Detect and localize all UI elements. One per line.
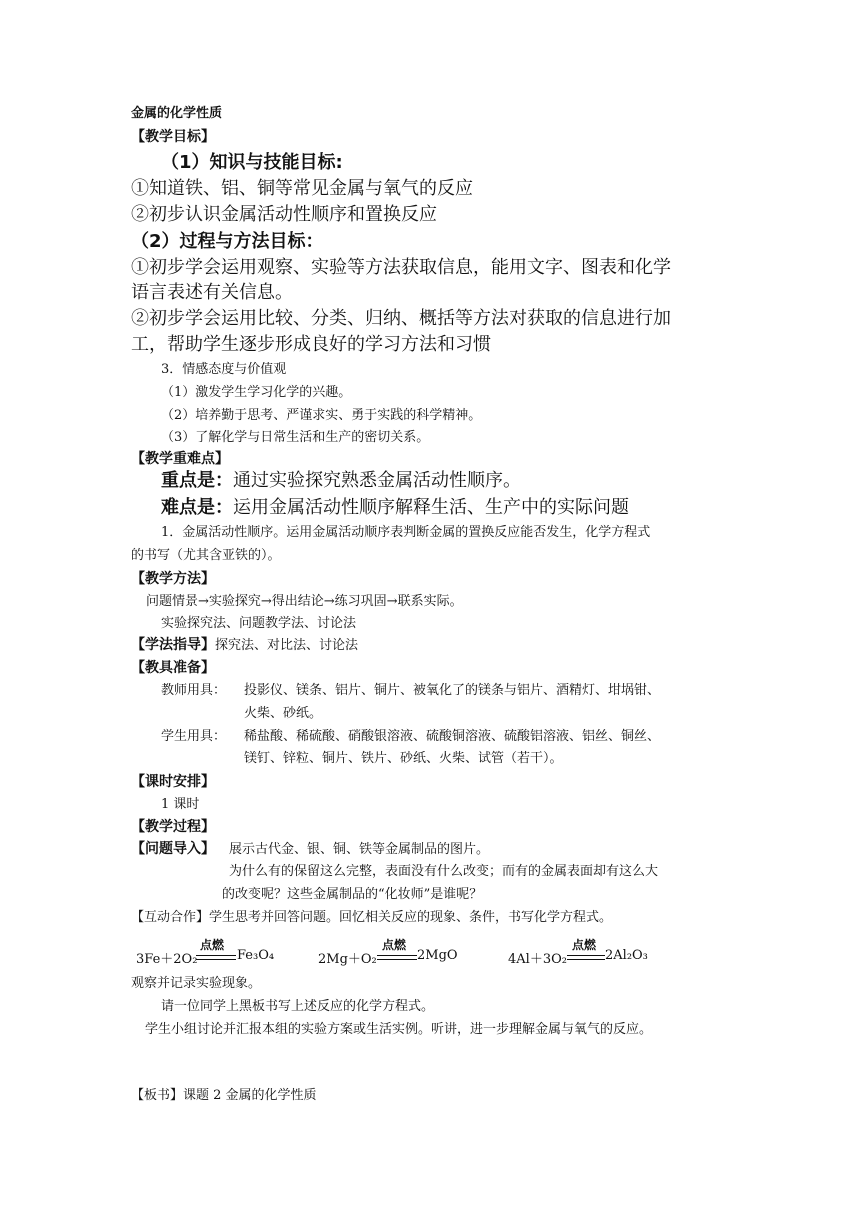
equals-sign <box>567 955 605 960</box>
equation-2 <box>318 936 488 966</box>
intro-text: 展示古代金、银、铜、铁等金属制品的图片。 <box>229 842 490 857</box>
heading-cooperation: 【互动合作】 <box>131 910 210 925</box>
method-item-2: 实验探究法、问题教学法、讨论法 <box>161 616 357 631</box>
difficult-point <box>161 499 629 517</box>
heading-goals: 【教学目标】 <box>131 129 215 145</box>
equation-reactants: 4Al＋3O₂ <box>508 952 567 967</box>
equation-product: 2MgO <box>417 948 458 963</box>
heading-key-points: 【教学重难点】 <box>131 451 229 467</box>
observe-text: 观察并记录实验现象。 <box>131 976 262 991</box>
heading-method: 【教学方法】 <box>131 571 215 587</box>
point-1b: 的书写（尤其含亚铁的）。 <box>131 548 281 563</box>
difficult-point-label: 难点是： <box>161 497 233 518</box>
equation-1 <box>136 936 306 966</box>
difficult-point-text: 运用金属活动性顺序解释生活、生产中的实际问题 <box>233 497 629 518</box>
equation-condition: 点燃 <box>200 938 225 952</box>
cooperation-text: 学生思考并回答问题。回忆相关反应的现象、条件，书写化学方程式。 <box>209 910 613 925</box>
equation-condition: 点燃 <box>382 938 407 952</box>
key-point <box>161 472 521 490</box>
equation-product: Fe₃O₄ <box>237 948 275 963</box>
teacher-tools-label: 教师用具： <box>161 683 227 698</box>
heading-tools: 【教具准备】 <box>131 660 215 676</box>
equation-reactants: 2Mg＋O₂ <box>318 952 377 967</box>
equation-reactants: 3Fe＋2O₂ <box>136 952 198 967</box>
process-item-1a: ①初步学会运用观察、实验等方法获取信息，能用文字、图表和化学 <box>131 257 671 278</box>
equation-condition: 点燃 <box>572 938 597 952</box>
heading-emotion: 3．情感态度与价值观 <box>161 362 287 377</box>
heading-knowledge: （1）知识与技能目标: <box>161 152 343 173</box>
student-tools-b: 镁钉、锌粒、铜片、铁片、砂纸、火柴、试管（若干）。 <box>244 751 563 766</box>
process-item-2a: ②初步学会运用比较、分类、归纳、概括等方法对获取的信息进行加 <box>131 308 671 329</box>
study-guide <box>131 638 358 652</box>
heading-schedule: 【课时安排】 <box>131 774 215 790</box>
schedule-text: 1 课时 <box>161 797 200 812</box>
study-text: 探究法、对比法、讨论法 <box>215 638 359 653</box>
intro-question-a: 为什么有的保留这么完整，表面没有什么改变；而有的金属表面却有这么大 <box>229 864 659 879</box>
board-note <box>131 1089 317 1102</box>
board-text: 课题 2 金属的化学性质 <box>183 1088 317 1103</box>
cooperation <box>131 910 612 924</box>
knowledge-item-2: ②初步认识金属活动性顺序和置换反应 <box>131 204 437 225</box>
equation-product: 2Al₂O₃ <box>605 948 648 963</box>
heading-intro: 【问题导入】 <box>131 841 215 857</box>
emotion-item-1: （1）激发学生学习化学的兴趣。 <box>161 385 352 400</box>
heading-process-goals: （2）过程与方法目标： <box>131 231 324 252</box>
emotion-item-3: （3）了解化学与日常生活和生产的密切关系。 <box>161 430 430 445</box>
key-point-text: 通过实验探究熟悉金属活动性顺序。 <box>233 470 521 491</box>
board-invite-text: 请一位同学上黑板书写上述反应的化学方程式。 <box>161 999 435 1014</box>
heading-study: 【学法指导】 <box>131 637 215 653</box>
teacher-tools-a: 投影仪、镁条、铝片、铜片、被氧化了的镁条与铝片、酒精灯、坩埚钳、 <box>244 683 661 698</box>
intro-question-b: 的改变呢？这些金属制品的“化妆师”是谁呢？ <box>222 887 483 902</box>
emotion-item-2: （2）培养勤于思考、严谨求实、勇于实践的科学精神。 <box>161 408 482 423</box>
document-title: 金属的化学性质 <box>131 106 223 121</box>
method-item-1: 问题情景→实验探究→得出结论→练习巩固→联系实际。 <box>146 594 463 609</box>
group-discuss-text: 学生小组讨论并汇报本组的实验方案或生活实例。听讲，进一步理解金属与氧气的反应。 <box>145 1022 653 1037</box>
point-1a: 1．金属活动性顺序。运用金属活动顺序表判断金属的置换反应能否发生，化学方程式 <box>161 525 651 540</box>
equation-3 <box>508 936 678 966</box>
student-tools-label: 学生用具： <box>161 729 227 744</box>
knowledge-item-1: ①知道铁、铝、铜等常见金属与氧气的反应 <box>131 178 473 199</box>
heading-board: 【板书】 <box>131 1088 184 1103</box>
student-tools-a: 稀盐酸、稀硫酸、硝酸银溶液、硫酸铜溶液、硫酸铝溶液、铝丝、铜丝、 <box>244 729 661 744</box>
teacher-tools-b: 火柴、砂纸。 <box>244 706 323 721</box>
key-point-label: 重点是： <box>161 470 233 491</box>
heading-teaching-process: 【教学过程】 <box>131 819 215 835</box>
process-item-1b: 语言表述有关信息。 <box>131 282 293 303</box>
equals-sign <box>196 955 236 960</box>
process-item-2b: 工，帮助学生逐步形成良好的学习方法和习惯 <box>131 334 491 355</box>
equals-sign <box>377 955 417 960</box>
